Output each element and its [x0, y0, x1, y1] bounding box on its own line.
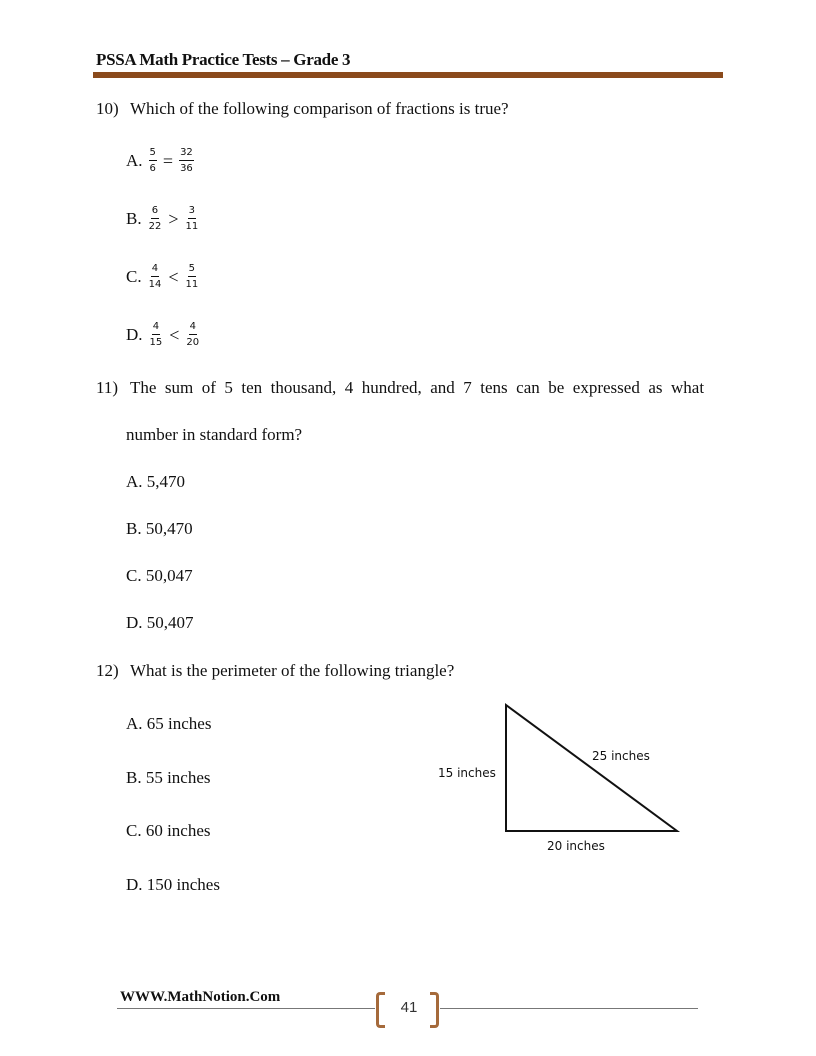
q10-option-c: [126, 260, 201, 294]
page-header-title: PSSA Math Practice Tests – Grade 3: [96, 50, 351, 69]
q11-option-d: D. 50,407: [126, 613, 194, 632]
question-11-text-line2: number in standard form?: [126, 425, 303, 444]
right-fraction: [179, 147, 194, 175]
denominator: 11: [185, 279, 199, 290]
relation-symbol: =: [162, 151, 174, 171]
q11-option-b: B. 50,470: [126, 519, 193, 538]
footer-rule-left: [117, 1008, 375, 1009]
relation-symbol: <: [168, 267, 179, 287]
question-12: [96, 660, 454, 682]
denominator: 6: [149, 163, 156, 174]
option-letter: A.: [126, 151, 143, 170]
question-12-text: What is the perimeter of the following triangle?: [129, 661, 455, 680]
question-12-number: 12): [96, 661, 119, 680]
left-fraction: [149, 147, 157, 175]
numerator: 4: [189, 321, 197, 335]
triangle-figure: [500, 700, 685, 840]
numerator: 4: [151, 263, 159, 277]
q12-option-d: D. 150 inches: [126, 875, 220, 894]
q10-option-d: [126, 318, 202, 352]
denominator: 22: [148, 221, 162, 232]
option-letter: C.: [126, 267, 142, 286]
numerator: 6: [151, 205, 159, 219]
right-fraction: [184, 263, 199, 291]
numerator: 5: [188, 263, 196, 277]
right-fraction: [184, 205, 199, 233]
question-11-text-line1: The sum of 5 ten thousand, 4 hundred, and 7 tens can be expressed as what: [129, 378, 705, 397]
q12-option-c: C. 60 inches: [126, 821, 211, 840]
numerator: 32: [179, 147, 194, 161]
right-triangle: [506, 705, 677, 831]
numerator: 3: [188, 205, 196, 219]
q10-option-a: [126, 144, 196, 178]
question-10-number: 10): [96, 99, 119, 118]
option-letter: B.: [126, 209, 142, 228]
footer-brand: WWW.MathNotion.Com: [120, 989, 281, 1005]
denominator: 20: [186, 337, 200, 348]
question-11-number: 11): [96, 378, 119, 397]
denominator: 11: [185, 221, 199, 232]
relation-symbol: >: [168, 209, 179, 229]
option-letter: D.: [126, 325, 143, 344]
left-fraction: [148, 263, 163, 291]
numerator: 4: [152, 321, 160, 335]
q10-option-b: [126, 202, 201, 236]
question-11: [96, 377, 722, 399]
q12-option-a: A. 65 inches: [126, 714, 212, 733]
left-fraction: [149, 321, 164, 349]
relation-symbol: <: [169, 325, 180, 345]
q12-option-b: B. 55 inches: [126, 768, 211, 787]
question-10: [96, 98, 509, 120]
right-fraction: [185, 321, 200, 349]
left-fraction: [148, 205, 163, 233]
triangle-bottom-side-label: 20 inches: [547, 839, 605, 853]
denominator: 15: [149, 337, 163, 348]
q11-option-a: A. 5,470: [126, 472, 186, 491]
numerator: 5: [149, 147, 157, 161]
header-rule: [93, 72, 723, 78]
denominator: 36: [180, 163, 193, 174]
question-10-text: Which of the following comparison of fractions is true?: [129, 99, 509, 118]
q11-option-c: C. 50,047: [126, 566, 193, 585]
triangle-hypotenuse-label: 25 inches: [592, 749, 650, 763]
triangle-left-side-label: 15 inches: [438, 766, 496, 780]
denominator: 14: [148, 279, 162, 290]
page-number: 41: [400, 999, 418, 1016]
footer-rule-right: [440, 1008, 698, 1009]
